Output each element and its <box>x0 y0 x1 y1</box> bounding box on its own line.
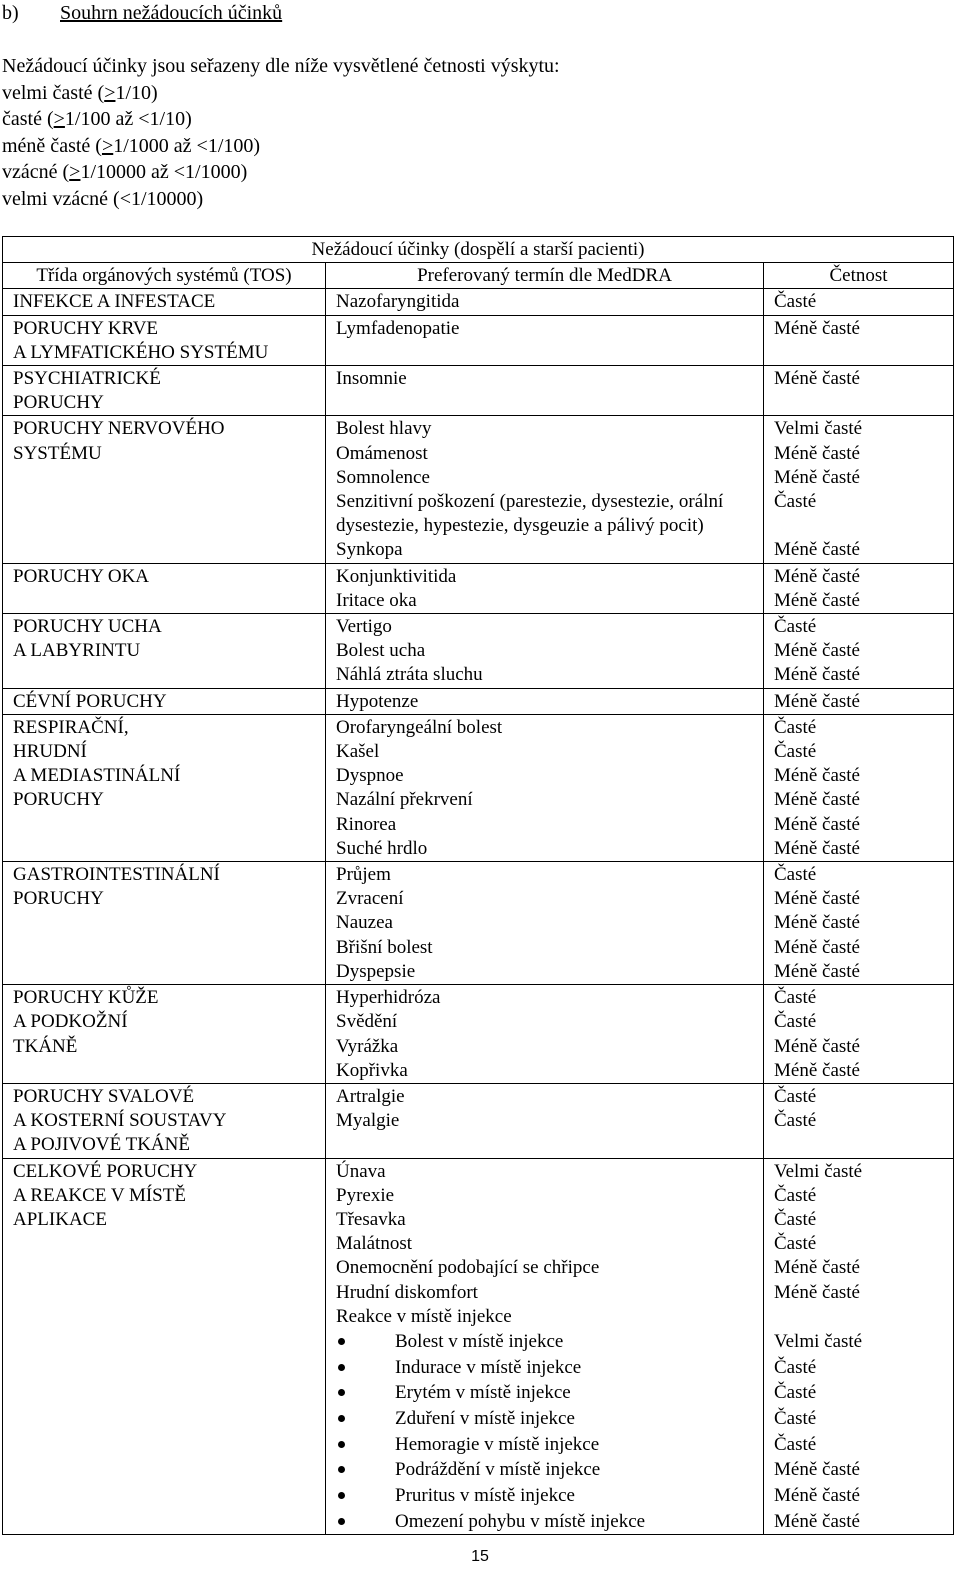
term-cell <box>326 563 764 613</box>
frequency-cell <box>764 416 954 563</box>
section-title: Souhrn nežádoucích účinků <box>60 2 283 24</box>
frequency-line: vzácné (>1/10000 až <1/1000) <box>2 161 248 183</box>
term-label: Artralgie <box>336 1085 405 1107</box>
frequency-label: Časté <box>774 1382 817 1404</box>
term-label: Zvracení <box>336 888 404 910</box>
table-row <box>3 714 954 861</box>
soc-label: PORUCHY <box>13 888 104 910</box>
soc-label: PORUCHY <box>13 789 104 811</box>
frequency-label: Časté <box>774 1011 817 1033</box>
frequency-label: Méně časté <box>774 936 860 958</box>
soc-cell <box>3 688 326 714</box>
frequency-label: Méně časté <box>774 466 860 488</box>
soc-cell <box>3 563 326 613</box>
soc-label: PORUCHY UCHA <box>13 616 162 638</box>
soc-label: HRUDNÍ <box>13 741 87 763</box>
frequency-label: Velmi časté <box>774 1330 863 1352</box>
term-cell <box>326 614 764 689</box>
frequency-label: Časté <box>774 987 817 1009</box>
frequency-cell <box>764 614 954 689</box>
frequency-label <box>774 1305 953 1329</box>
frequency-label: Méně časté <box>774 789 860 811</box>
term-label: Dyspepsie <box>336 960 416 982</box>
term-label: Vyrážka <box>336 1035 399 1057</box>
frequency-label: Časté <box>774 1356 817 1378</box>
frequency-label: Méně časté <box>774 664 860 686</box>
term-label: Senzitivní poškození (parestezie, dysestezie, orální dysestezie, hypestezie, dysgeuzie a pálivý pocit) <box>336 491 724 537</box>
table-caption: Nežádoucí účinky (dospělí a starší pacienti) <box>3 237 954 263</box>
frequency-label: Časté <box>774 1085 817 1107</box>
soc-label: A LYMFATICKÉHO SYSTÉMU <box>13 341 269 363</box>
frequency-label: Méně časté <box>774 765 860 787</box>
soc-label: PORUCHY KRVE <box>13 317 159 339</box>
frequency-label: Časté <box>774 741 817 763</box>
soc-label: CELKOVÉ PORUCHY <box>13 1160 198 1182</box>
term-label: Orofaryngeální bolest <box>336 716 503 738</box>
term-label: Reakce v místě injekce <box>336 1305 512 1327</box>
frequency-label: Méně časté <box>774 690 860 712</box>
term-cell <box>326 714 764 861</box>
term-label: Rinorea <box>336 813 397 835</box>
table-row <box>3 985 954 1084</box>
frequency-label: Časté <box>774 1208 817 1230</box>
table-row <box>3 315 954 365</box>
soc-label: PORUCHY SVALOVÉ <box>13 1085 195 1107</box>
frequency-line: méně časté (>1/1000 až <1/100) <box>2 134 261 157</box>
page-number: 15 <box>471 1548 489 1565</box>
soc-label: PORUCHY OKA <box>13 565 150 587</box>
frequency-label: Časté <box>774 1233 817 1255</box>
table-row <box>3 1158 954 1535</box>
frequency-label: Méně časté <box>774 1510 860 1532</box>
soc-label: A KOSTERNÍ SOUSTAVY <box>13 1110 227 1132</box>
term-label: Nauzea <box>336 912 393 934</box>
term-label: Somnolence <box>336 466 430 488</box>
injection-site-reaction-item: Zduření v místě injekce <box>336 1406 763 1432</box>
term-label: Onemocnění podobající se chřipce <box>336 1257 600 1279</box>
frequency-label: Méně časté <box>774 888 860 910</box>
table-row <box>3 366 954 416</box>
soc-label: PORUCHY KŮŽE <box>13 987 159 1009</box>
frequency-label <box>774 514 953 538</box>
term-cell <box>326 366 764 416</box>
frequency-label: Velmi časté <box>774 1160 863 1182</box>
frequency-label: Méně časté <box>774 960 860 982</box>
term-cell <box>326 688 764 714</box>
term-label: Iritace oka <box>336 589 417 611</box>
term-label: Kašel <box>336 741 380 763</box>
soc-cell <box>3 714 326 861</box>
frequency-label: Velmi časté <box>774 418 863 440</box>
soc-label: APLIKACE <box>13 1208 107 1230</box>
soc-cell <box>3 614 326 689</box>
table-row <box>3 1083 954 1158</box>
frequency-label: Méně časté <box>774 912 860 934</box>
frequency-label: Méně časté <box>774 1035 860 1057</box>
soc-cell <box>3 315 326 365</box>
frequency-cell <box>764 985 954 1084</box>
term-label: Bolest ucha <box>336 640 426 662</box>
term-cell <box>326 1083 764 1158</box>
soc-cell <box>3 862 326 985</box>
frequency-label: Časté <box>774 616 817 638</box>
term-label: Malátnost <box>336 1233 412 1255</box>
frequency-label: Časté <box>774 1184 817 1206</box>
term-label: Nazální překrvení <box>336 789 473 811</box>
table-row <box>3 862 954 985</box>
term-label: Průjem <box>336 864 391 886</box>
table-row <box>3 416 954 563</box>
frequency-line: velmi vzácné (<1/10000) <box>2 187 204 210</box>
injection-site-reaction-item: Indurace v místě injekce <box>336 1355 763 1381</box>
soc-label: CÉVNÍ PORUCHY <box>13 690 167 712</box>
term-label: Únava <box>336 1160 386 1182</box>
column-header-soc: Třída orgánových systémů (TOS) <box>3 263 326 289</box>
soc-label: A MEDIASTINÁLNÍ <box>13 765 181 787</box>
frequency-label: Méně časté <box>774 368 860 390</box>
term-cell <box>326 315 764 365</box>
term-label: Hrudní diskomfort <box>336 1281 478 1303</box>
injection-site-reaction-item: Omezení pohybu v místě injekce <box>336 1509 763 1535</box>
frequency-label: Časté <box>774 864 817 886</box>
table-row <box>3 289 954 315</box>
frequency-label: Méně časté <box>774 1281 860 1303</box>
injection-site-reaction-item: Erytém v místě injekce <box>336 1380 763 1406</box>
soc-label: A PODKOŽNÍ <box>13 1011 128 1033</box>
soc-cell <box>3 416 326 563</box>
frequency-label: Časté <box>774 1407 817 1429</box>
term-label: Suché hrdlo <box>336 837 428 859</box>
injection-site-reaction-item: Pruritus v místě injekce <box>336 1483 763 1509</box>
term-label: Lymfadenopatie <box>336 317 460 339</box>
term-label: Břišní bolest <box>336 936 433 958</box>
adverse-effects-table <box>2 236 954 1535</box>
frequency-cell <box>764 563 954 613</box>
term-label: Bolest hlavy <box>336 418 432 440</box>
soc-label: RESPIRAČNÍ, <box>13 716 129 738</box>
soc-cell <box>3 1158 326 1535</box>
soc-label: PSYCHIATRICKÉ <box>13 368 161 390</box>
frequency-label: Méně časté <box>774 1459 860 1481</box>
frequency-cell <box>764 366 954 416</box>
term-cell <box>326 862 764 985</box>
frequency-label: Časté <box>774 1110 817 1132</box>
soc-label: INFEKCE A INFESTACE <box>13 291 216 313</box>
term-label: Náhlá ztráta sluchu <box>336 664 483 686</box>
frequency-line: velmi časté (>1/10) <box>2 81 158 104</box>
section-label: b) <box>2 2 19 24</box>
frequency-label: Méně časté <box>774 813 860 835</box>
term-cell <box>326 289 764 315</box>
frequency-cell <box>764 688 954 714</box>
frequency-cell <box>764 862 954 985</box>
term-label: Konjunktivitida <box>336 565 457 587</box>
frequency-label: Méně časté <box>774 442 860 464</box>
soc-label: SYSTÉMU <box>13 442 102 464</box>
term-cell <box>326 985 764 1084</box>
soc-label: A REAKCE V MÍSTĚ <box>13 1184 186 1206</box>
frequency-label: Časté <box>774 291 817 313</box>
injection-site-reaction-item: Hemoragie v místě injekce <box>336 1432 763 1458</box>
frequency-label: Méně časté <box>774 589 860 611</box>
term-label: Synkopa <box>336 539 403 561</box>
intro-line: Nežádoucí účinky jsou seřazeny dle níže vysvětlené četnosti výskytu: <box>2 55 560 77</box>
frequency-cell <box>764 315 954 365</box>
soc-label: GASTROINTESTINÁLNÍ <box>13 864 220 886</box>
frequency-cell <box>764 289 954 315</box>
soc-cell <box>3 289 326 315</box>
column-header-term: Preferovaný termín dle MedDRA <box>326 263 764 289</box>
frequency-label: Méně časté <box>774 1257 860 1279</box>
term-label: Třesavka <box>336 1208 406 1230</box>
soc-label: A LABYRINTU <box>13 640 141 662</box>
term-label: Hypotenze <box>336 690 419 712</box>
frequency-label: Méně časté <box>774 539 860 561</box>
section-heading <box>2 1 282 25</box>
frequency-label: Časté <box>774 1433 817 1455</box>
term-label: Hyperhidróza <box>336 987 441 1009</box>
frequency-cell <box>764 714 954 861</box>
term-cell <box>326 1158 764 1535</box>
soc-cell <box>3 366 326 416</box>
frequency-label: Méně časté <box>774 1059 860 1081</box>
frequency-label: Časté <box>774 491 817 513</box>
soc-label: PORUCHY <box>13 392 104 414</box>
term-label: Vertigo <box>336 616 392 638</box>
frequency-label: Méně časté <box>774 1485 860 1507</box>
frequency-label: Méně časté <box>774 565 860 587</box>
soc-label: TKÁNĚ <box>13 1035 78 1057</box>
term-label: Pyrexie <box>336 1184 395 1206</box>
term-label: Omámenost <box>336 442 428 464</box>
soc-cell <box>3 985 326 1084</box>
frequency-cell <box>764 1083 954 1158</box>
frequency-label: Méně časté <box>774 317 860 339</box>
term-label: Kopřivka <box>336 1059 408 1081</box>
term-label: Svědění <box>336 1011 398 1033</box>
table-row <box>3 614 954 689</box>
table-row <box>3 563 954 613</box>
term-label: Myalgie <box>336 1110 400 1132</box>
column-header-frequency: Četnost <box>764 263 954 289</box>
term-label: Insomnie <box>336 368 407 390</box>
term-label: Nazofaryngitida <box>336 291 460 313</box>
frequency-label: Méně časté <box>774 837 860 859</box>
injection-site-reaction-item: Bolest v místě injekce <box>336 1329 763 1355</box>
frequency-label: Časté <box>774 716 817 738</box>
term-cell <box>326 416 764 563</box>
soc-label: PORUCHY NERVOVÉHO <box>13 418 225 440</box>
injection-site-reaction-item: Podráždění v místě injekce <box>336 1457 763 1483</box>
frequency-intro <box>2 53 560 212</box>
frequency-label: Méně časté <box>774 640 860 662</box>
table-row <box>3 688 954 714</box>
soc-label: A POJIVOVÉ TKÁNĚ <box>13 1134 190 1156</box>
frequency-line: časté (>1/100 až <1/10) <box>2 108 192 130</box>
frequency-cell <box>764 1158 954 1535</box>
term-label: Dyspnoe <box>336 765 404 787</box>
soc-cell <box>3 1083 326 1158</box>
